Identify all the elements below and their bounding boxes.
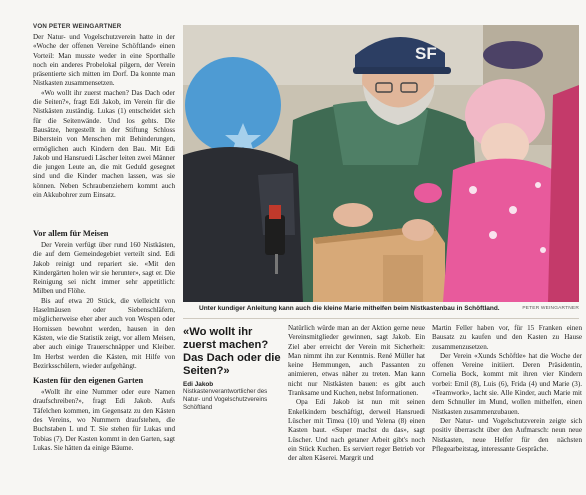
paragraph: Der Natur- und Vogelschutzverein zeigte sich positiv überrascht über den Aufmarsch: neun neue Nistkasten, neue Helfer für den nächsten Pflegearbeitstag, interessante Gespräche. <box>432 416 582 453</box>
byline: VON PETER WEINGARTNER <box>33 23 122 30</box>
paragraph: «Wollt ihr eine Nummer oder eure Namen draufschreiben?», fragt Edi Jakob. Aufs Täfelchen kommen, im Gegensatz zu den Kästen des Vereins, wo Nummern draufstehen, die Buchstaben L und T. Sie stehen für Lukas und Tobias (7). Der Kasten kommt in den Garten, sagt Lukas. Sie hätten da einige Bäume. <box>33 388 175 452</box>
paragraph: Der Verein verfügt über rund 160 Nistkästen, die auf dem Gemeindegebiet verteilt sind. Edi Jakob reinigt und repariert sie. «Mit den Kindergärten holen wir sie herunter», sagt er. Die Reinigung sei nicht immer sehr appetitlich: Milben und Flöhe. <box>33 241 175 296</box>
article-column-3 <box>432 324 582 454</box>
paragraph: Der Verein «Xunds Schöftle» hat die Woche der offenen Vereine initiiert. Deren Präsidentin, Cornelia Bock, kommt mit ihren vier Kindern vorbei: Emil (8), Luis (6), Frida (4) und Marie (3). «Teamwork», lacht sie. Alle Kinder, auch Marie mit dem Schnuller im Mund, wollen mithelfen, einen Nistkasten zusammenzubauen. <box>432 351 582 416</box>
paragraph: Bis auf etwa 20 Stück, die vielleicht von Haselmäusen oder Siebenschläfern, möglicherweise eher aber auch von Wespen oder Hornissen bewohnt werden, hausen in den Kästen, wie die Statistik zeigt, vor allem Meisen, aber auch einige Trauerschnäpper und Kleiber. Im Herbst werden die Kästen, mit Hilfe von Bezirksschülern, wieder aufgehängt. <box>33 296 175 370</box>
article-column-1-lower <box>33 224 175 453</box>
pull-quote <box>183 326 283 412</box>
pull-quote-role: Nistkastenverantwortlicher des Natur- und Vogelschutzvereins Schöftland <box>183 388 268 411</box>
photo-credit: PETER WEINGARTNER <box>522 306 579 311</box>
paragraph: Opa Edi Jakob ist nun mit seinen Enkelkindern beschäftigt, derweil Hansruedi Lüscher mit Timea (10) und Yelena (8) einen Kasten baut. «Super machst du das», sagt Lüscher. Und nach getaner Arbeit gibt's noch ein Stück Kuchen. Es serviert reger Betrieb vor der alten Käserei. Margrit und <box>288 398 425 463</box>
article-column-2 <box>288 324 425 463</box>
caption-text: Unter kundiger Anleitung kann auch die kleine Marie mithelfen beim Nistkastenbau in Schöftland. <box>199 305 500 312</box>
paragraph: «Wo wollt ihr zuerst machen? Das Dach oder die Seiten?», fragt Edi Jakob, im Verein für die Nistkästen zuständig. Lukas (1) entscheidet sich für die Seitenwände. Und los gehts. Die Bausätze, hergestellt in der Stiftung Schloss Biberstein von Menschen mit Behinderungen, ermöglichen auch Kindern den Bau. Mit Edi Jakob und Hansruedi Läscher leiten zwei Männer die jungen Leute an, die mit Geduld gesegnet sind und die Kinder machen lassen, was sie können. Neben Schraubenziehern kommt auch ein Akkubohrer zum Einsatz. <box>33 88 175 200</box>
paragraph: Natürlich würde man an der Aktion gerne neue Vereinsmitglieder gewinnen, sagt Jakob. Ein Ziel aber erreicht der Verein mit Sicherheit: Man nimmt ihn zur Kenntnis. René Müller hat keine Hemmungen, auch Passanten zu animieren, etwas näher zu treten. Man kann nicht nur Nistkästen bauen: es gibt auch Tranksame und Kuchen, nebst Informationen. <box>288 324 425 398</box>
paragraph: Der Natur- und Vogelschutzverein hatte in der «Woche der offenen Vereine Schöftland» einen Vorteil: Man musste weder in eine Sporthalle noch ein anderes Probelokal pilgern, der Verein präsentierte sich mitten im Dorf. Da konnte man Nistkasten zusammensetzen. <box>33 33 175 88</box>
article-column-1 <box>33 33 175 200</box>
subheading: Kasten für den eigenen Garten <box>33 376 144 386</box>
pull-quote-name: Edi Jakob <box>183 381 214 388</box>
cap-lettering: SF <box>415 44 437 63</box>
article-photo <box>183 25 579 302</box>
divider <box>183 318 579 319</box>
subheading: Vor allem für Meisen <box>33 229 109 238</box>
paragraph: Martin Feller haben vor, für 15 Franken einen Bausatz zu kaufen und den Kasten zu Hause zusammenzusetzen. <box>432 324 582 351</box>
pull-quote-text: «Wo wollt ihr zuerst machen? Das Dach oder die Seiten?» <box>183 326 281 377</box>
